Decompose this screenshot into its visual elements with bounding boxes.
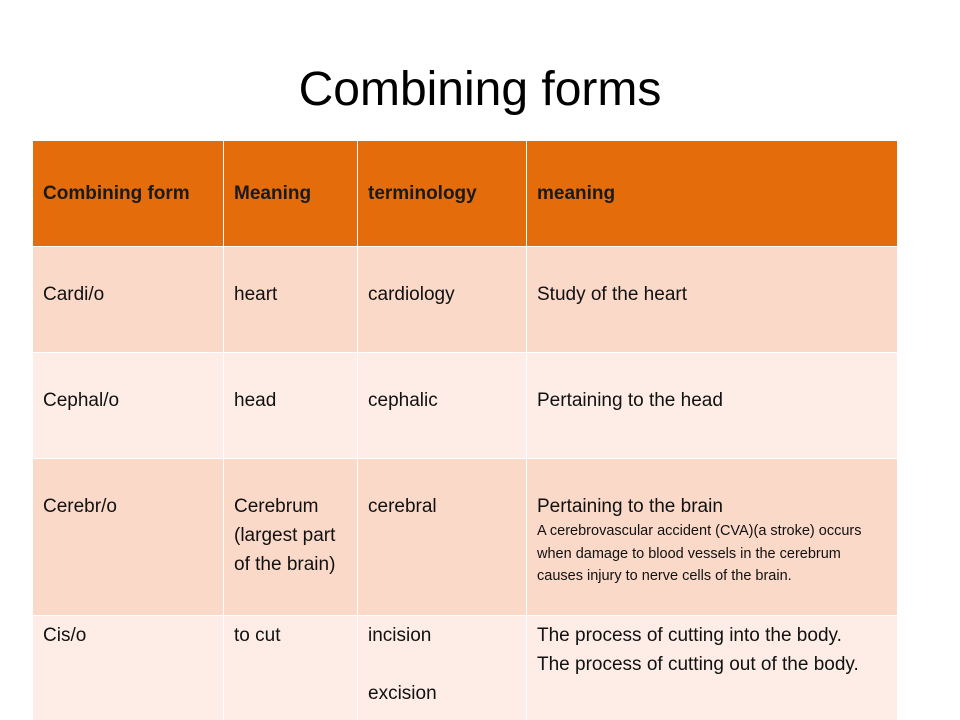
header-meaning: Meaning — [224, 141, 358, 247]
combining-forms-table — [32, 140, 898, 720]
cell-meaning: Cerebrum (largest part of the brain) — [224, 459, 358, 616]
table-row — [33, 616, 898, 720]
header-terminology: terminology — [358, 141, 527, 247]
term-definition: Pertaining to the brain — [537, 496, 723, 517]
table-row — [33, 459, 898, 616]
cell-meaning: head — [224, 353, 358, 459]
table-header-row — [33, 141, 898, 247]
definition-excision: The process of cutting out of the body. — [537, 654, 859, 675]
cell-term-meaning — [527, 616, 898, 720]
definition-incision: The process of cutting into the body. — [537, 625, 842, 646]
term-note: A cerebrovascular accident (CVA)(a stroke) occurs when damage to blood vessels in the cerebrum causes injury to nerve cells of the brain. — [537, 523, 862, 584]
cell-terminology: cephalic — [358, 353, 527, 459]
cell-combining-form: Cephal/o — [33, 353, 224, 459]
cell-term-meaning: Study of the heart — [527, 247, 898, 353]
cell-combining-form: Cis/o — [33, 616, 224, 720]
cell-term-meaning: Pertaining to the head — [527, 353, 898, 459]
cell-meaning: heart — [224, 247, 358, 353]
term-excision: excision — [368, 683, 437, 704]
term-incision: incision — [368, 625, 432, 646]
cell-terminology: cerebral — [358, 459, 527, 616]
cell-meaning: to cut — [224, 616, 358, 720]
table-row — [33, 247, 898, 353]
cell-combining-form: Cardi/o — [33, 247, 224, 353]
slide-title: Combining forms — [298, 63, 662, 116]
cell-combining-form: Cerebr/o — [33, 459, 224, 616]
cell-term-meaning — [527, 459, 898, 616]
header-term-meaning: meaning — [527, 141, 898, 247]
table-row — [33, 353, 898, 459]
cell-terminology: cardiology — [358, 247, 527, 353]
cell-terminology — [358, 616, 527, 720]
header-combining-form: Combining form — [33, 141, 224, 247]
